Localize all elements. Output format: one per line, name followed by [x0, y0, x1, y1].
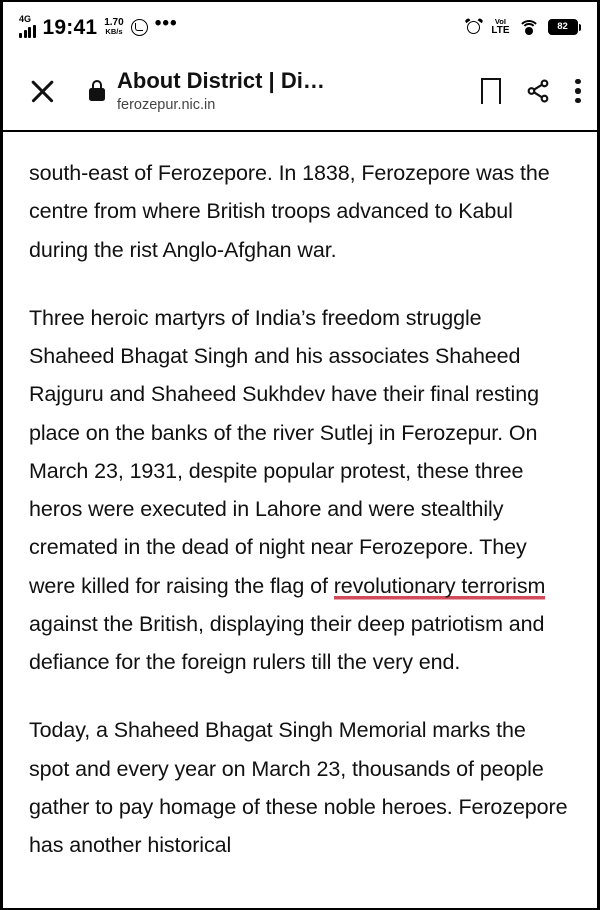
- network-speed-unit: KB/s: [105, 27, 123, 37]
- paragraph-2: [29, 299, 571, 682]
- status-bar: [3, 2, 597, 52]
- network-type-label: 4G: [19, 14, 32, 24]
- network-speed-indicator: [104, 18, 123, 36]
- paragraph-text: south-east of Ferozepore. In 1838, Ferozepore was the centre from where British troops advanced to Kabul during the rist Anglo-Afghan war.: [29, 161, 550, 262]
- highlighted-text: revolutionary terrorism: [333, 573, 546, 598]
- paragraph-text: Three heroic martyrs of India’s freedom struggle Shaheed Bhagat Singh and his associates Shaheed Rajguru and Shaheed Sukhdev have their final resting place on the banks of the river Sutlej in Ferozepur. On March 23, 1931, despite popular protest, these three heros were executed in Lahore and were stealthily cremated in the dead of night near Ferozepore. They were killed for raising the flag of: [29, 305, 539, 598]
- paragraph-text: Today, a Shaheed Bhagat Singh Memorial marks the spot and every year on March 23, thousands of people gather to pay homage of these noble heroes. Ferozepore has another historical: [29, 718, 568, 858]
- address-bar[interactable]: [117, 67, 467, 115]
- share-icon[interactable]: [525, 78, 551, 104]
- bookmark-icon[interactable]: [481, 78, 501, 104]
- paragraph-text: against the British, displaying their deep patriotism and defiance for the foreign rulers till the very end.: [29, 611, 545, 675]
- lock-icon: [89, 80, 105, 102]
- close-icon[interactable]: [25, 74, 59, 108]
- overflow-menu-icon[interactable]: [575, 79, 581, 104]
- status-bar-right: [466, 18, 581, 36]
- page-url: ferozepur.nic.in: [117, 97, 216, 114]
- network-speed-value: 1.70: [104, 17, 124, 29]
- alarm-clock-icon: [466, 19, 482, 35]
- battery-level-label: 82: [557, 21, 568, 33]
- status-clock: 19:41: [42, 15, 98, 39]
- battery-icon: [548, 19, 582, 35]
- page-content: [3, 132, 597, 865]
- page-title: About District | Di…: [117, 67, 325, 93]
- status-bar-left: [19, 13, 178, 39]
- volte-bottom-label: LTE: [491, 24, 510, 36]
- wifi-icon: [519, 20, 539, 35]
- toolbar-actions: [481, 78, 581, 104]
- browser-toolbar: [3, 52, 597, 132]
- whatsapp-icon: [131, 19, 148, 36]
- volte-top-label: VoI: [494, 16, 506, 26]
- paragraph-1: [29, 154, 571, 269]
- ellipsis-icon: •••: [154, 13, 178, 34]
- paragraph-3: [29, 711, 571, 864]
- volte-icon: [491, 18, 509, 36]
- signal-bars-icon: [19, 16, 36, 38]
